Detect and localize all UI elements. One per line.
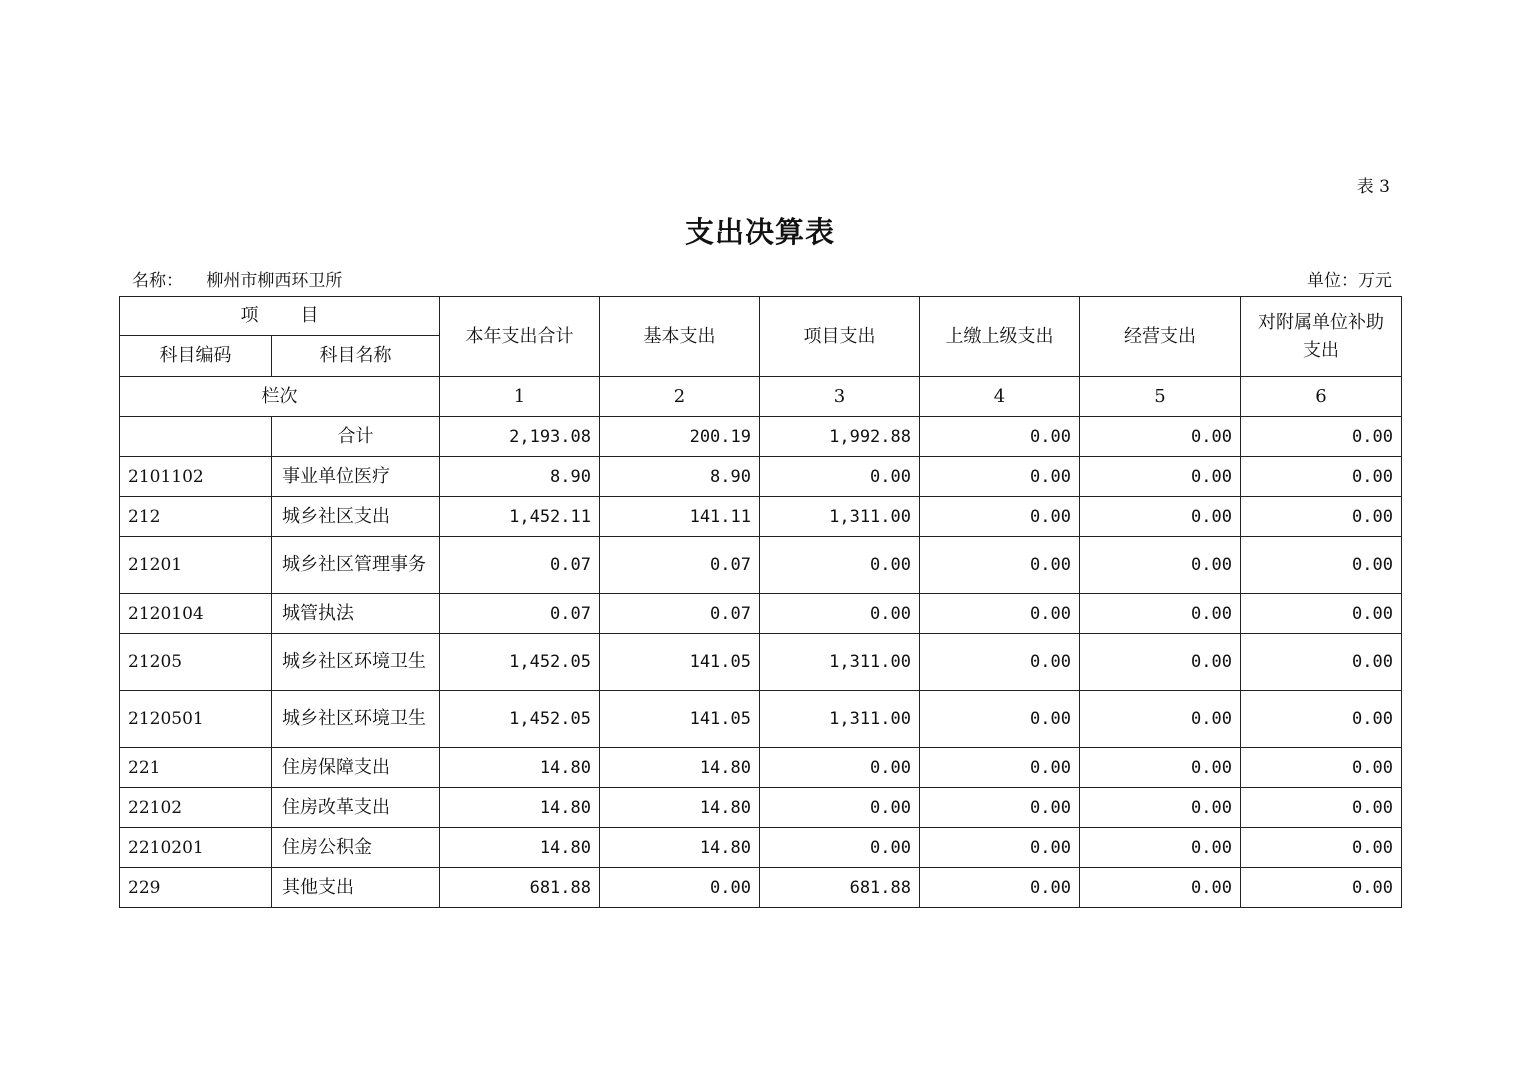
table-row	[120, 691, 1402, 748]
row-name: 城乡社区管理事务	[272, 537, 440, 594]
row-value: 0.00	[1080, 457, 1241, 497]
row-code: 2120104	[120, 594, 272, 634]
col-header-6: 对附属单位补助支出	[1241, 297, 1402, 377]
col-num-5: 5	[1080, 377, 1241, 417]
column-number-row	[120, 377, 1402, 417]
row-value: 8.90	[440, 457, 600, 497]
row-value: 14.80	[600, 828, 760, 868]
row-value: 1,452.05	[440, 691, 600, 748]
col-num-3: 3	[760, 377, 920, 417]
table-row	[120, 748, 1402, 788]
row-value: 0.00	[920, 594, 1080, 634]
row-value: 0.07	[440, 594, 600, 634]
item-header-right: 目	[300, 305, 319, 326]
code-header: 科目编码	[120, 336, 272, 377]
row-value: 0.00	[1241, 868, 1402, 908]
name-header: 科目名称	[272, 336, 440, 377]
row-value: 0.00	[760, 537, 920, 594]
row-value: 0.00	[1080, 828, 1241, 868]
row-value: 0.00	[760, 788, 920, 828]
total-code-cell	[120, 417, 272, 457]
col-header-5: 经营支出	[1080, 297, 1241, 377]
row-value: 0.00	[760, 828, 920, 868]
row-value: 1,311.00	[760, 691, 920, 748]
row-value: 0.00	[1241, 828, 1402, 868]
item-header	[120, 297, 440, 336]
row-value: 141.05	[600, 634, 760, 691]
row-name: 其他支出	[272, 868, 440, 908]
row-value: 0.07	[600, 594, 760, 634]
row-value: 0.00	[1080, 868, 1241, 908]
total-value: 200.19	[600, 417, 760, 457]
unit-label: 单位：万元	[1307, 271, 1392, 291]
row-value: 0.00	[920, 788, 1080, 828]
table-row	[120, 497, 1402, 537]
row-code: 2210201	[120, 828, 272, 868]
row-label: 栏次	[120, 377, 440, 417]
meta-row	[132, 266, 1392, 291]
row-value: 14.80	[600, 748, 760, 788]
row-value: 1,311.00	[760, 634, 920, 691]
expenditure-table	[119, 296, 1402, 908]
row-value: 0.00	[920, 537, 1080, 594]
item-header-left: 项	[240, 305, 259, 326]
row-name: 城管执法	[272, 594, 440, 634]
row-code: 21205	[120, 634, 272, 691]
header-row-1	[120, 297, 1402, 336]
row-name: 城乡社区环境卫生	[272, 691, 440, 748]
row-value: 0.00	[920, 634, 1080, 691]
total-value: 0.00	[1241, 417, 1402, 457]
total-value: 2,193.08	[440, 417, 600, 457]
row-value: 0.00	[1241, 788, 1402, 828]
row-value: 8.90	[600, 457, 760, 497]
row-value: 14.80	[440, 748, 600, 788]
row-value: 14.80	[440, 828, 600, 868]
row-value: 0.00	[1241, 457, 1402, 497]
row-value: 0.00	[920, 457, 1080, 497]
org-info	[132, 266, 342, 291]
row-name: 住房改革支出	[272, 788, 440, 828]
row-name: 事业单位医疗	[272, 457, 440, 497]
row-value: 0.00	[1080, 788, 1241, 828]
row-code: 22102	[120, 788, 272, 828]
row-value: 0.00	[600, 868, 760, 908]
row-value: 0.00	[1080, 691, 1241, 748]
row-value: 1,452.05	[440, 634, 600, 691]
row-value: 0.00	[920, 868, 1080, 908]
org-label: 名称：	[132, 271, 183, 291]
row-value: 0.00	[760, 748, 920, 788]
total-value: 0.00	[1080, 417, 1241, 457]
col-header-2: 基本支出	[600, 297, 760, 377]
row-value: 0.00	[1080, 748, 1241, 788]
row-name: 城乡社区环境卫生	[272, 634, 440, 691]
page-title: 支出决算表	[684, 215, 835, 249]
row-value: 1,452.11	[440, 497, 600, 537]
row-value: 14.80	[440, 788, 600, 828]
row-value: 0.00	[1241, 497, 1402, 537]
row-name: 住房公积金	[272, 828, 440, 868]
table-row	[120, 828, 1402, 868]
row-value: 1,311.00	[760, 497, 920, 537]
row-value: 0.07	[440, 537, 600, 594]
col-num-2: 2	[600, 377, 760, 417]
col-header-4: 上缴上级支出	[920, 297, 1080, 377]
table-body	[120, 297, 1402, 908]
table-row	[120, 537, 1402, 594]
row-value: 0.00	[920, 828, 1080, 868]
row-value: 0.07	[600, 537, 760, 594]
row-value: 0.00	[1080, 594, 1241, 634]
row-value: 141.05	[600, 691, 760, 748]
row-code: 21201	[120, 537, 272, 594]
row-code: 212	[120, 497, 272, 537]
row-value: 0.00	[920, 748, 1080, 788]
total-row	[120, 417, 1402, 457]
total-value: 1,992.88	[760, 417, 920, 457]
total-label: 合计	[272, 417, 440, 457]
row-value: 0.00	[920, 497, 1080, 537]
row-value: 0.00	[760, 457, 920, 497]
row-value: 0.00	[1080, 497, 1241, 537]
row-code: 2101102	[120, 457, 272, 497]
row-value: 0.00	[1241, 634, 1402, 691]
row-value: 141.11	[600, 497, 760, 537]
row-value: 0.00	[1080, 634, 1241, 691]
table-row	[120, 868, 1402, 908]
row-code: 221	[120, 748, 272, 788]
row-value: 0.00	[760, 594, 920, 634]
row-value: 681.88	[760, 868, 920, 908]
col-header-1: 本年支出合计	[440, 297, 600, 377]
row-value: 0.00	[1241, 594, 1402, 634]
table-row	[120, 634, 1402, 691]
table-row	[120, 594, 1402, 634]
table-number: 表 3	[1356, 177, 1390, 197]
row-value: 0.00	[920, 691, 1080, 748]
row-name: 城乡社区支出	[272, 497, 440, 537]
col-num-4: 4	[920, 377, 1080, 417]
row-code: 229	[120, 868, 272, 908]
col-num-1: 1	[440, 377, 600, 417]
row-value: 0.00	[1241, 748, 1402, 788]
table-row	[120, 457, 1402, 497]
row-value: 14.80	[600, 788, 760, 828]
row-value: 0.00	[1080, 537, 1241, 594]
col-header-3: 项目支出	[760, 297, 920, 377]
table-row	[120, 788, 1402, 828]
row-code: 2120501	[120, 691, 272, 748]
col-num-6: 6	[1241, 377, 1402, 417]
total-value: 0.00	[920, 417, 1080, 457]
row-value: 0.00	[1241, 691, 1402, 748]
org-name: 柳州市柳西环卫所	[206, 271, 343, 291]
row-value: 681.88	[440, 868, 600, 908]
row-value: 0.00	[1241, 537, 1402, 594]
row-name: 住房保障支出	[272, 748, 440, 788]
